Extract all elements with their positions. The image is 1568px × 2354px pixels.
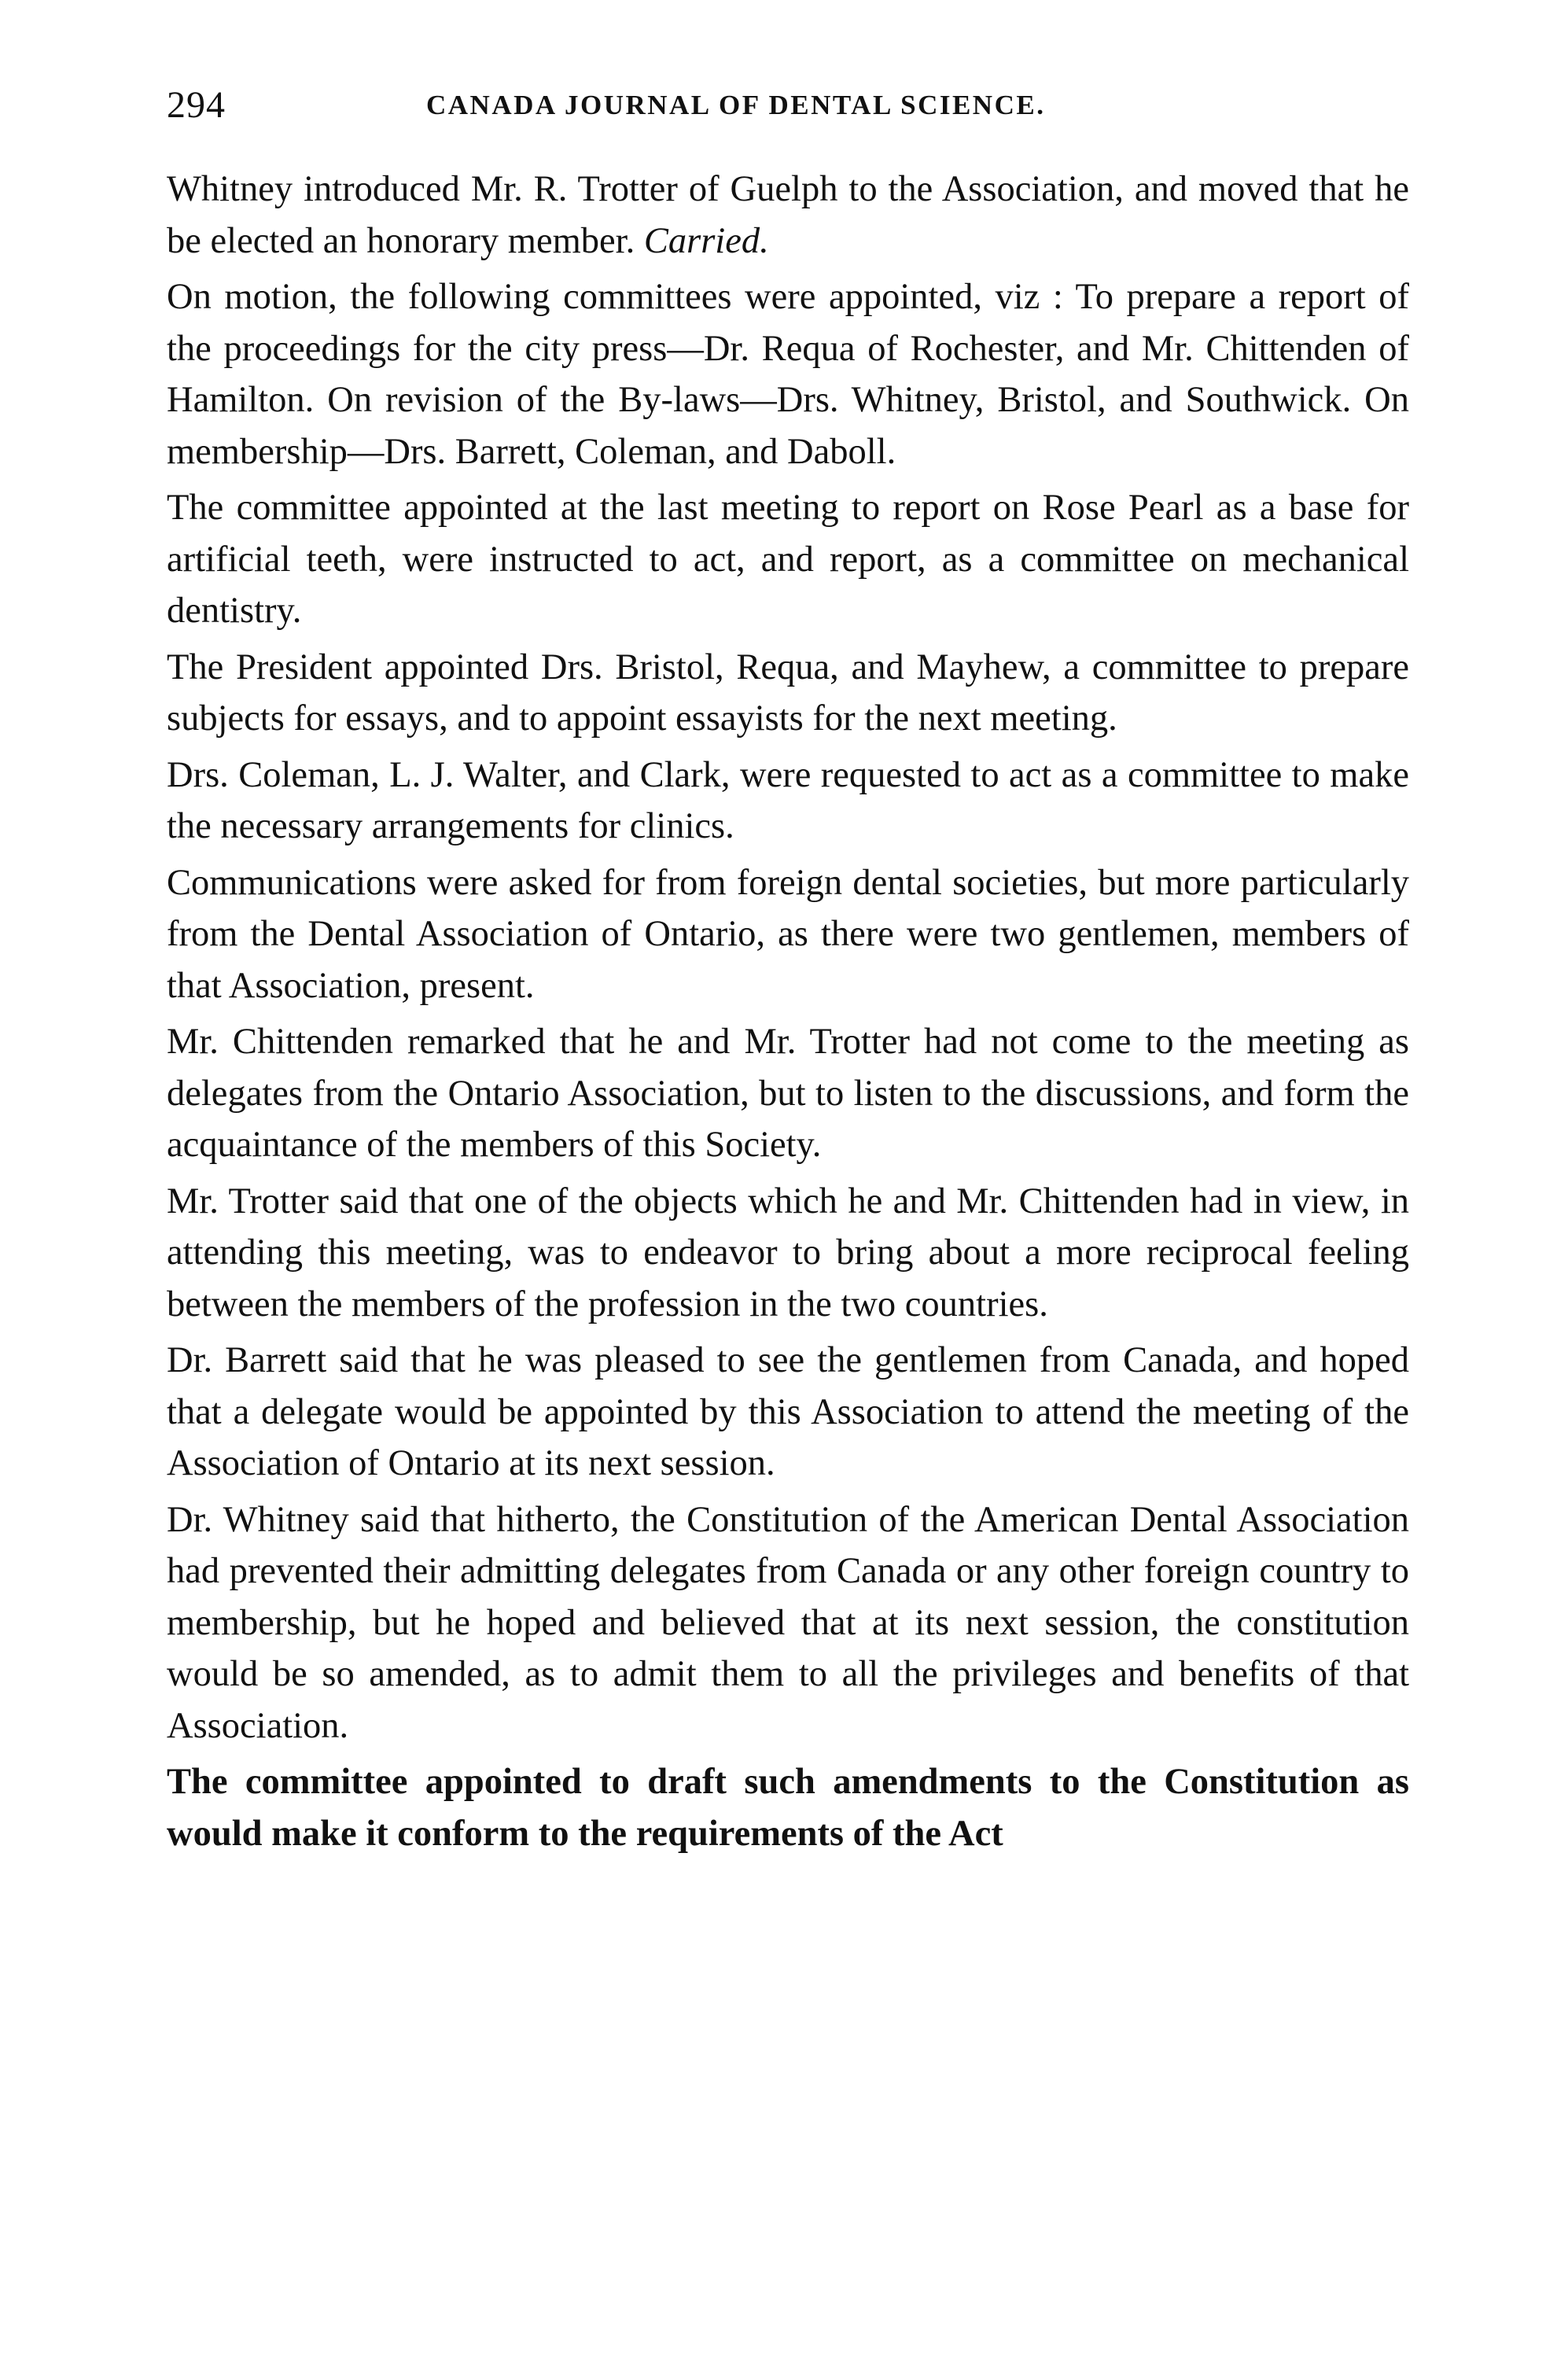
paragraph-1 bbox=[167, 164, 1409, 267]
running-header bbox=[167, 79, 1409, 142]
paragraph-6: Communications were asked for from foreign dental societies, but more particularly from the Dental Association of Ontario, as there were two gentlemen, members of that Association, present. bbox=[167, 862, 1409, 1006]
page-number: 294 bbox=[167, 84, 226, 126]
paragraph-10: Dr. Whitney said that hitherto, the Constitution of the American Dental Association had prevented their admitting delegates from Canada or any other foreign country to membership, but he hoped and believed that at its next session, the constitution would be so amended, as to admit them to all the privileges and benefits of that Association. bbox=[167, 1499, 1409, 1746]
document-page bbox=[167, 79, 1409, 1864]
carried-italic: Carried. bbox=[643, 220, 769, 261]
paragraph-11: The committee appointed to draft such amendments to the Constitution as would make it conform to the requirements of the Act bbox=[167, 1762, 1409, 1854]
paragraph-3: The committee appointed at the last meeting to report on Rose Pearl as a base for artificial teeth, were instructed to act, and report, as a committee on mechanical dentistry. bbox=[167, 488, 1409, 631]
paragraph-7: Mr. Chittenden remarked that he and Mr. Trotter had not come to the meeting as delegates from the Ontario Association, but to listen to the discussions, and form the acquaintance of the members of this Society. bbox=[167, 1022, 1409, 1165]
paragraph-2: On motion, the following committees were appointed, viz : To prepare a report of the proceedings for the city press—Dr. Requa of Rochester, and Mr. Chittenden of Hamilton. On revision of the By-laws—Drs. Whitney, Bristol, and Southwick. On membership—Drs. Barrett, Coleman, and Daboll. bbox=[167, 277, 1409, 472]
body-text bbox=[167, 164, 1409, 1859]
paragraph-4: The President appointed Drs. Bristol, Requa, and Mayhew, a committee to prepare subjects for essays, and to appoint essayists for the next meeting. bbox=[167, 647, 1409, 739]
paragraph-8: Mr. Trotter said that one of the objects which he and Mr. Chittenden had in view, in attending this meeting, was to endeavor to bring about a more reciprocal feeling between the members of the profession in the two countries. bbox=[167, 1181, 1409, 1324]
paragraph-1-text: Whitney introduced Mr. R. Trotter of Guelph to the Association, and moved that he be elected an honorary member. bbox=[167, 169, 1409, 261]
journal-title: CANADA JOURNAL OF DENTAL SCIENCE. bbox=[426, 90, 1046, 120]
paragraph-5: Drs. Coleman, L. J. Walter, and Clark, were requested to act as a committee to make the necessary arrangements for clinics. bbox=[167, 754, 1409, 846]
paragraph-9: Dr. Barrett said that he was pleased to see the gentlemen from Canada, and hoped that a delegate would be appointed by this Association to attend the meeting of the Association of Ontario at its next session. bbox=[167, 1340, 1409, 1483]
